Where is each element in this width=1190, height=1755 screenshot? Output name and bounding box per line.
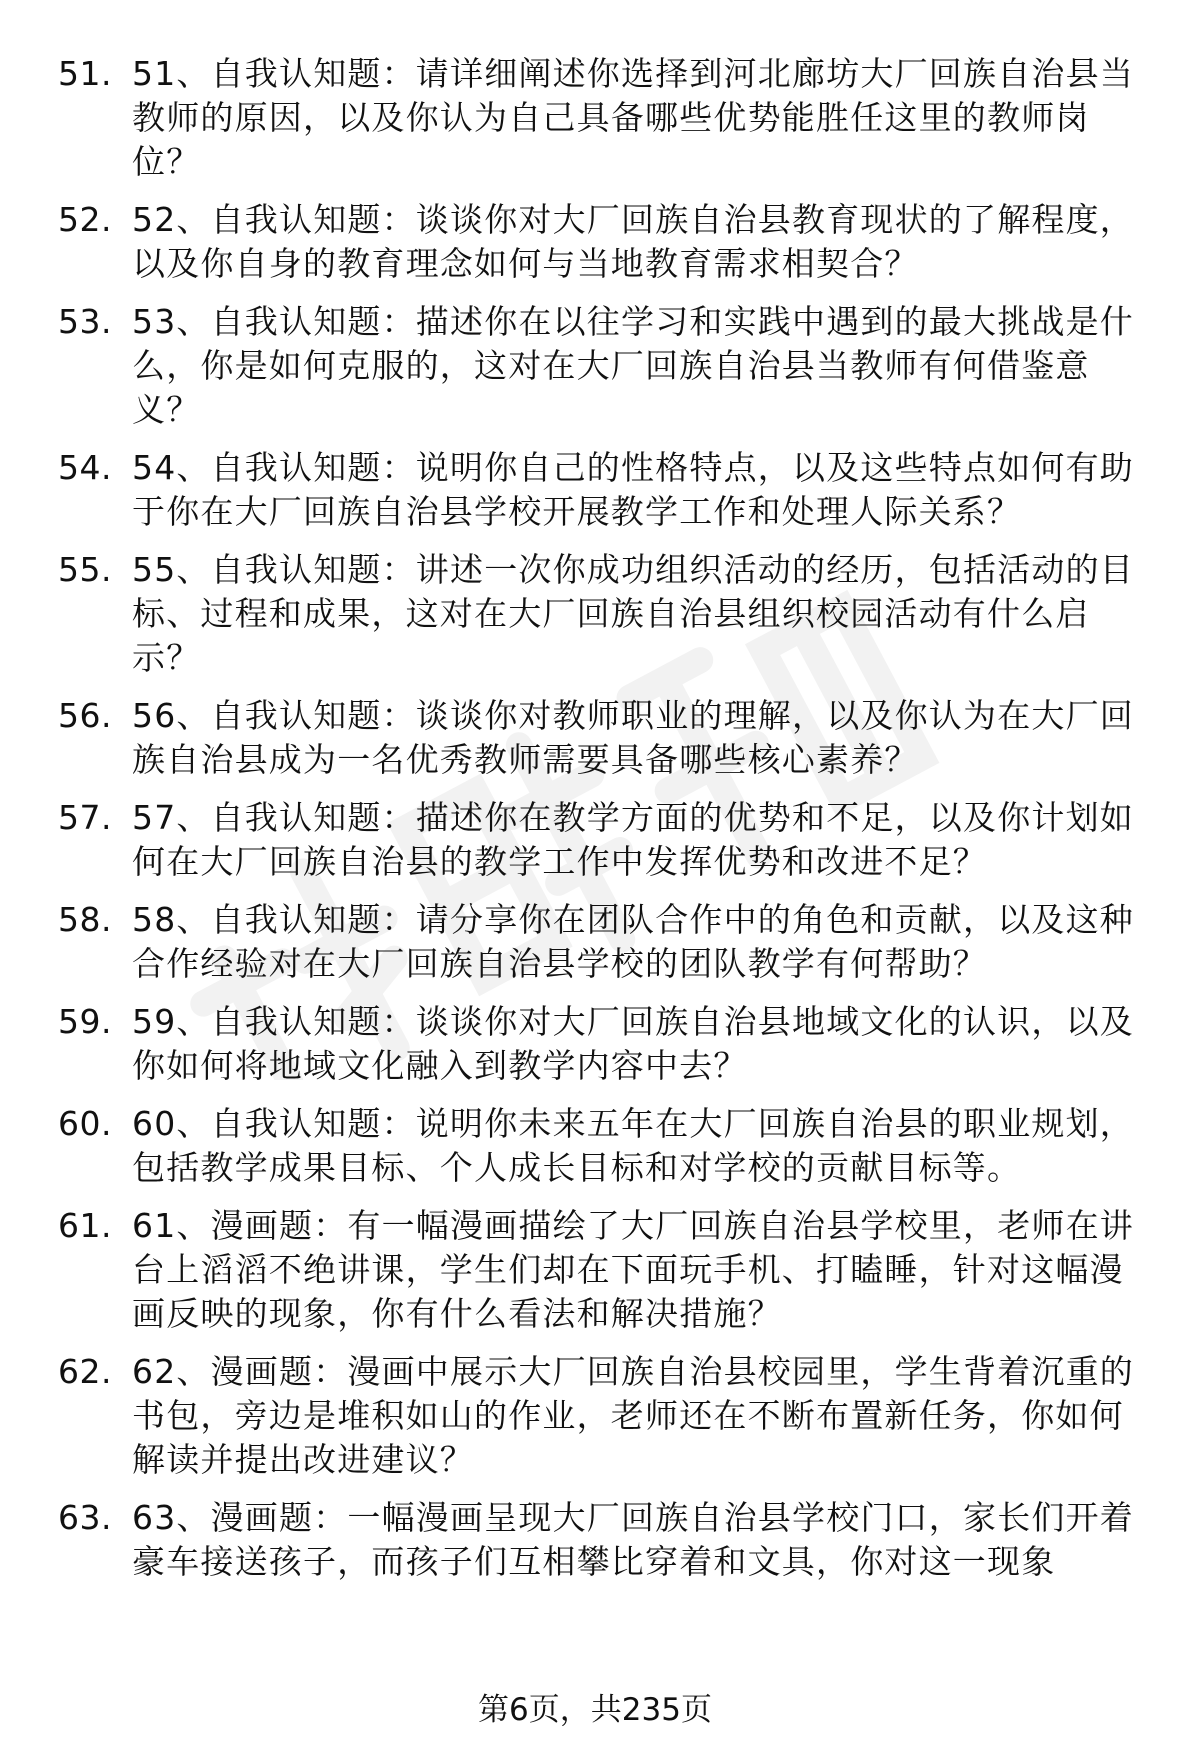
item-text: 55、自我认知题：讲述一次你成功组织活动的经历，包括活动的目标、过程和成果，这对在大厂回族自治县组织校园活动有什么启示？ <box>132 550 1134 677</box>
question-list <box>0 52 1190 1598</box>
item-number: 53. <box>58 302 112 341</box>
list-item <box>0 1000 1190 1088</box>
list-item <box>0 446 1190 534</box>
list-item <box>0 1204 1190 1336</box>
item-text: 57、自我认知题：描述你在教学方面的优势和不足，以及你计划如何在大厂回族自治县的教学工作中发挥优势和改进不足？ <box>132 798 1134 881</box>
item-number: 51. <box>58 54 112 93</box>
item-number: 54. <box>58 448 112 487</box>
item-number: 63. <box>58 1498 112 1537</box>
list-item <box>0 1496 1190 1584</box>
item-text: 63、漫画题：一幅漫画呈现大厂回族自治县学校门口，家长们开着豪车接送孩子，而孩子们互相攀比穿着和文具，你对这一现象 <box>132 1498 1134 1581</box>
item-number: 57. <box>58 798 112 837</box>
list-item <box>0 198 1190 286</box>
item-number: 56. <box>58 696 112 735</box>
list-item <box>0 300 1190 432</box>
item-text: 59、自我认知题：谈谈你对大厂回族自治县地域文化的认识，以及你如何将地域文化融入到教学内容中去？ <box>132 1002 1134 1085</box>
item-number: 52. <box>58 200 112 239</box>
list-item <box>0 52 1190 184</box>
item-number: 59. <box>58 1002 112 1041</box>
item-text: 62、漫画题：漫画中展示大厂回族自治县校园里，学生背着沉重的书包，旁边是堆积如山的作业，老师还在不断布置新任务，你如何解读并提出改进建议？ <box>132 1352 1134 1479</box>
list-item <box>0 548 1190 680</box>
item-number: 61. <box>58 1206 112 1245</box>
item-number: 58. <box>58 900 112 939</box>
list-item <box>0 898 1190 986</box>
item-text: 58、自我认知题：请分享你在团队合作中的角色和贡献，以及这种合作经验对在大厂回族自治县学校的团队教学有何帮助？ <box>132 900 1134 983</box>
item-text: 56、自我认知题：谈谈你对教师职业的理解，以及你认为在大厂回族自治县成为一名优秀教师需要具备哪些核心素养？ <box>132 696 1134 779</box>
item-number: 62. <box>58 1352 112 1391</box>
list-item <box>0 694 1190 782</box>
item-text: 53、自我认知题：描述你在以往学习和实践中遇到的最大挑战是什么，你是如何克服的，这对在大厂回族自治县当教师有何借鉴意义？ <box>132 302 1134 429</box>
item-number: 55. <box>58 550 112 589</box>
item-number: 60. <box>58 1104 112 1143</box>
item-text: 60、自我认知题：说明你未来五年在大厂回族自治县的职业规划，包括教学成果目标、个人成长目标和对学校的贡献目标等。 <box>132 1104 1134 1187</box>
page-footer: 第6页，共235页 <box>478 1692 712 1728</box>
item-text: 51、自我认知题：请详细阐述你选择到河北廊坊大厂回族自治县当教师的原因，以及你认为自己具备哪些优势能胜任这里的教师岗位？ <box>132 54 1134 181</box>
item-text: 52、自我认知题：谈谈你对大厂回族自治县教育现状的了解程度，以及你自身的教育理念如何与当地教育需求相契合？ <box>132 200 1134 283</box>
item-text: 54、自我认知题：说明你自己的性格特点，以及这些特点如何有助于你在大厂回族自治县学校开展教学工作和处理人际关系？ <box>132 448 1134 531</box>
list-item <box>0 1350 1190 1482</box>
item-text: 61、漫画题：有一幅漫画描绘了大厂回族自治县学校里，老师在讲台上滔滔不绝讲课，学生们却在下面玩手机、打瞌睡，针对这幅漫画反映的现象，你有什么看法和解决措施？ <box>132 1206 1134 1333</box>
list-item <box>0 1102 1190 1190</box>
list-item <box>0 796 1190 884</box>
